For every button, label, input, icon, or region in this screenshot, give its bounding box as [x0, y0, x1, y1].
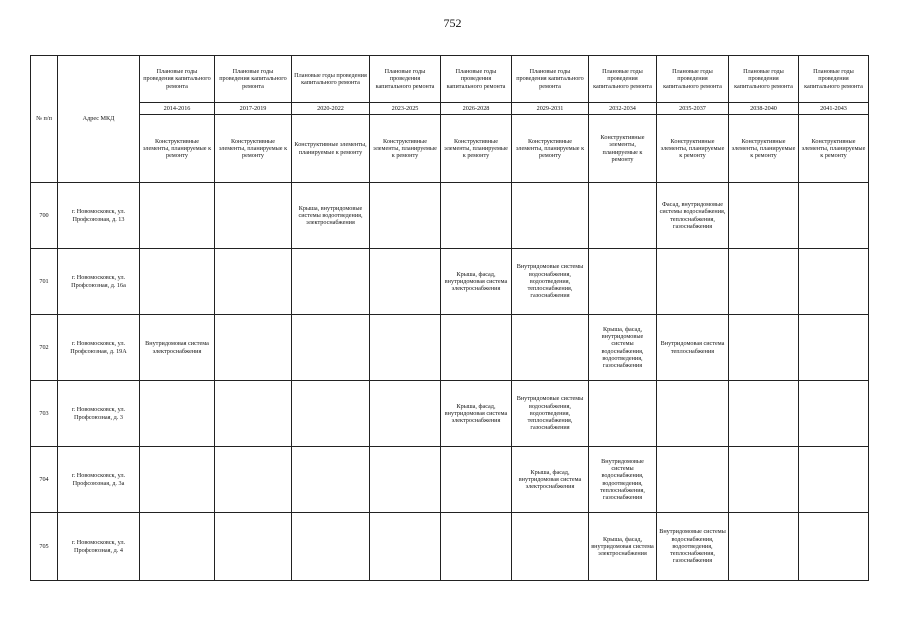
repair-cell — [589, 381, 657, 447]
repair-cell — [657, 447, 729, 513]
repair-cell — [799, 249, 869, 315]
repair-cell: Крыша, внутридомовые системы водоотведения, электроснабжения — [292, 183, 370, 249]
repair-cell — [292, 381, 370, 447]
column-header-period: 2023-2025 — [370, 103, 441, 115]
repair-cell — [215, 183, 292, 249]
column-header-elements: Конструктивные элементы, планируемые к ремонту — [512, 115, 589, 183]
table-row — [31, 183, 869, 249]
repair-cell — [370, 381, 441, 447]
column-header-elements: Конструктивные элементы, планируемые к ремонту — [292, 115, 370, 183]
row-number: 705 — [31, 513, 58, 581]
repair-cell — [292, 513, 370, 581]
row-address: г. Новомосковск, ул. Профсоюзная, д. 13 — [58, 183, 140, 249]
repair-cell — [589, 249, 657, 315]
column-header-planned-years: Плановые годы проведения капитального ремонта — [441, 56, 512, 103]
repair-cell — [370, 183, 441, 249]
repair-cell — [729, 447, 799, 513]
column-header-planned-years: Плановые годы проведения капитального ремонта — [729, 56, 799, 103]
repair-cell — [140, 183, 215, 249]
repair-cell: Крыша, фасад, внутридомовая система электроснабжения — [589, 513, 657, 581]
repair-cell — [729, 315, 799, 381]
column-header-elements: Конструктивные элементы, планируемые к ремонту — [589, 115, 657, 183]
repair-cell: Внутридомовые системы водоснабжения, водоотведения, теплоснабжения, газоснабжения — [657, 513, 729, 581]
repair-cell — [729, 249, 799, 315]
repair-cell — [140, 249, 215, 315]
repair-cell — [370, 513, 441, 581]
row-address: г. Новомосковск, ул. Профсоюзная, д. 16а — [58, 249, 140, 315]
column-header-period: 2014-2016 — [140, 103, 215, 115]
page-number: 752 — [443, 16, 462, 30]
column-header-period: 2035-2037 — [657, 103, 729, 115]
column-header-elements: Конструктивные элементы, планируемые к ремонту — [441, 115, 512, 183]
column-header-planned-years: Плановые годы проведения капитального ремонта — [657, 56, 729, 103]
table-row — [31, 249, 869, 315]
repair-cell: Внутридомовые системы водоснабжения, водоотведения, теплоснабжения, газоснабжения — [589, 447, 657, 513]
repair-cell — [512, 183, 589, 249]
column-header-period: 2026-2028 — [441, 103, 512, 115]
repair-cell — [799, 183, 869, 249]
repair-cell — [215, 315, 292, 381]
table-header — [31, 56, 869, 183]
repair-cell: Внутридомовая система электроснабжения — [140, 315, 215, 381]
repair-cell: Крыша, фасад, внутридомовая система электроснабжения — [512, 447, 589, 513]
column-header-planned-years: Плановые годы проведения капитального ремонта — [292, 56, 370, 103]
repair-cell: Внутридомовые системы водоснабжения, водоотведения, теплоснабжения, газоснабжения — [512, 381, 589, 447]
table-row — [31, 447, 869, 513]
repair-cell — [215, 513, 292, 581]
column-header-planned-years: Плановые годы проведения капитального ремонта — [512, 56, 589, 103]
repair-cell — [512, 513, 589, 581]
repair-cell — [215, 249, 292, 315]
repair-cell: Крыша, фасад, внутридомовая система электроснабжения — [441, 249, 512, 315]
table-body — [31, 183, 869, 581]
column-header-period: 2041-2043 — [799, 103, 869, 115]
repair-cell: Крыша, фасад, внутридомовая система электроснабжения — [441, 381, 512, 447]
column-header-planned-years: Плановые годы проведения капитального ремонта — [140, 56, 215, 103]
table-row — [31, 513, 869, 581]
repair-cell: Внутридомовая система теплоснабжения — [657, 315, 729, 381]
column-header-address: Адрес МКД — [58, 56, 140, 183]
repair-cell — [140, 513, 215, 581]
row-number: 704 — [31, 447, 58, 513]
column-header-period: 2020-2022 — [292, 103, 370, 115]
row-address: г. Новомосковск, ул. Профсоюзная, д. 3 — [58, 381, 140, 447]
repair-cell — [441, 513, 512, 581]
repair-cell — [729, 381, 799, 447]
repair-cell — [799, 447, 869, 513]
repair-cell: Фасад, внутридомовые системы водоснабжения, теплоснабжения, газоснабжения — [657, 183, 729, 249]
row-number: 701 — [31, 249, 58, 315]
column-header-period: 2038-2040 — [729, 103, 799, 115]
row-address: г. Новомосковск, ул. Профсоюзная, д. 19А — [58, 315, 140, 381]
row-address: г. Новомосковск, ул. Профсоюзная, д. 4 — [58, 513, 140, 581]
column-header-elements: Конструктивные элементы, планируемые к ремонту — [657, 115, 729, 183]
repair-cell — [799, 315, 869, 381]
column-header-planned-years: Плановые годы проведения капитального ремонта — [370, 56, 441, 103]
repair-cell — [140, 381, 215, 447]
repair-cell — [292, 315, 370, 381]
repair-cell — [370, 447, 441, 513]
column-header-period: 2032-2034 — [589, 103, 657, 115]
repair-cell — [215, 447, 292, 513]
repair-cell — [292, 447, 370, 513]
repair-cell — [729, 183, 799, 249]
repair-cell — [512, 315, 589, 381]
repair-cell — [729, 513, 799, 581]
table-row — [31, 381, 869, 447]
column-header-elements: Конструктивные элементы, планируемые к ремонту — [729, 115, 799, 183]
column-header-elements: Конструктивные элементы, планируемые к ремонту — [140, 115, 215, 183]
column-header-elements: Конструктивные элементы, планируемые к ремонту — [799, 115, 869, 183]
repair-cell — [799, 381, 869, 447]
repair-cell: Внутридомовые системы водоснабжения, водоотведения, теплоснабжения, газоснабжения — [512, 249, 589, 315]
column-header-elements: Конструктивные элементы, планируемые к ремонту — [370, 115, 441, 183]
repair-cell — [140, 447, 215, 513]
row-number: 702 — [31, 315, 58, 381]
column-header-planned-years: Плановые годы проведения капитального ремонта — [215, 56, 292, 103]
repair-cell — [441, 447, 512, 513]
column-header-period: 2029-2031 — [512, 103, 589, 115]
repair-cell — [657, 249, 729, 315]
repair-cell — [657, 381, 729, 447]
repair-cell — [441, 183, 512, 249]
table-row — [31, 315, 869, 381]
row-number: 700 — [31, 183, 58, 249]
capital-repair-table — [30, 55, 869, 581]
column-header-planned-years: Плановые годы проведения капитального ремонта — [799, 56, 869, 103]
repair-cell — [441, 315, 512, 381]
repair-cell — [215, 381, 292, 447]
column-header-number: № п/п — [31, 56, 58, 183]
column-header-period: 2017-2019 — [215, 103, 292, 115]
repair-cell: Крыша, фасад, внутридомовые системы водоснабжения, водоотведения, газоснабжения — [589, 315, 657, 381]
column-header-elements: Конструктивные элементы, планируемые к ремонту — [215, 115, 292, 183]
repair-cell — [799, 513, 869, 581]
repair-cell — [292, 249, 370, 315]
repair-cell — [370, 315, 441, 381]
row-number: 703 — [31, 381, 58, 447]
row-address: г. Новомосковск, ул. Профсоюзная, д. 3а — [58, 447, 140, 513]
repair-cell — [370, 249, 441, 315]
repair-cell — [589, 183, 657, 249]
column-header-planned-years: Плановые годы проведения капитального ремонта — [589, 56, 657, 103]
